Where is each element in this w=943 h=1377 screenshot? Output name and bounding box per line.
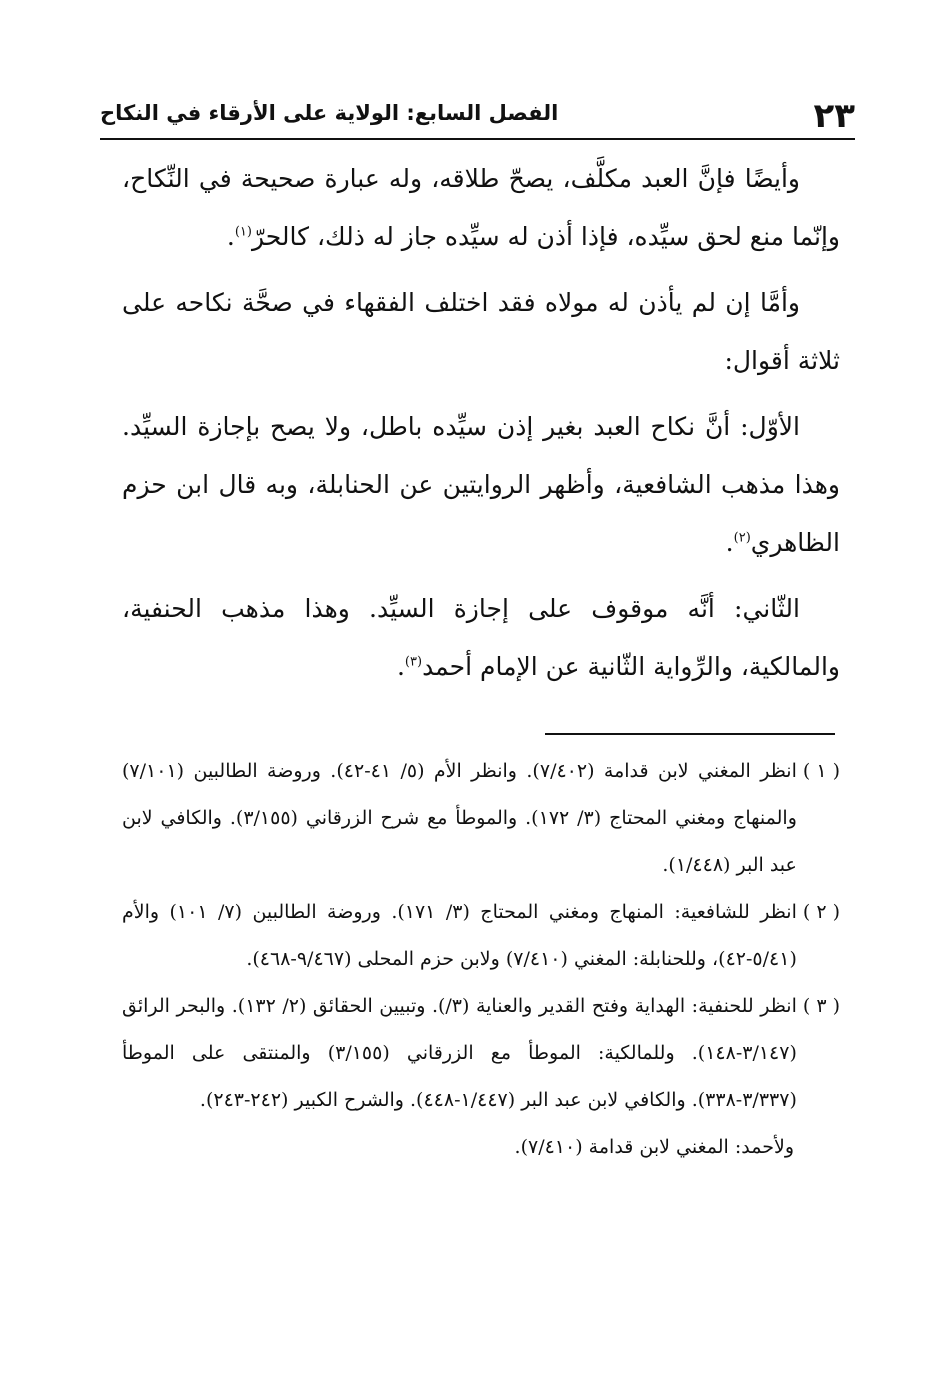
footnotes (122, 748, 840, 1171)
paragraph-end: . (725, 528, 734, 557)
paragraph (122, 150, 840, 266)
footnote-number: ( ٢ ) (802, 901, 840, 923)
paragraph (122, 398, 840, 572)
paragraph-text: الثّاني: أنَّه موقوف على إجازة السيِّد. وهذا مذهب الحنفية، والمالكية، والرِّواية الثّانية عن الإمام أحمد (122, 594, 840, 681)
paragraph-end: . (396, 652, 405, 681)
page-number: ٢٣ (813, 96, 855, 136)
footnote-text: انظر للشافعية: المنهاج ومغني المحتاج (٣/ ١٧١). وروضة الطالبين (٧/ ١٠١) والأم (٥/٤١-٤٢)، وللحنابلة: المغني (٧/٤١٠) ولابن حزم المحلى (٩/٤٦٧-٤٦٨). (122, 901, 797, 970)
paragraph (122, 580, 840, 696)
footnote-separator (545, 733, 835, 735)
paragraph-text: وأمَّا إن لم يأذن له مولاه فقد اختلف الفقهاء في صحَّة نكاحه على ثلاثة أقوال: (122, 288, 840, 375)
running-header (100, 92, 855, 140)
paragraph (122, 274, 840, 390)
footnote-ref: (١) (234, 224, 252, 240)
footnote-2 (122, 889, 840, 983)
footnote-1 (122, 748, 840, 889)
footnote-text: انظر للحنفية: الهداية وفتح القدير والعناية (٣/). وتبيين الحقائق (٢/ ١٣٢). والبحر الرائق (٣/١٤٧-١٤٨). وللمالكية: الموطأ مع الزرقاني (٣/١٥٥) والمنتقى على الموطأ (٣/٣٣٧-٣٣٨). والكافي لابن عبد البر (١/٤٤٧-٤٤٨). والشرح الكبير (٢٤٢-٢٤٣). (122, 995, 797, 1111)
footnote-text: انظر المغني لابن قدامة (٧/٤٠٢). وانظر الأم (٥/ ٤١-٤٢). وروضة الطالبين (٧/١٠١) والمنهاج ومغني المحتاج (٣/ ١٧٢). والموطأ مع شرح الزرقاني (٣/١٥٥). والكافي لابن عبد البر (١/٤٤٨). (122, 760, 797, 876)
chapter-title: الفصل السابع: الولاية على الأرقاء في النكاح (100, 101, 559, 125)
main-text (122, 150, 840, 704)
paragraph-text: الأوّل: أنَّ نكاح العبد بغير إذن سيِّده باطل، ولا يصح بإجازة السيِّد. وهذا مذهب الشافعية، وأظهر الروايتين عن الحنابلة، وبه قال ابن حزم الظاهري (122, 412, 840, 557)
footnote-3 (122, 983, 840, 1124)
footnote-number: ( ١ ) (802, 760, 840, 782)
paragraph-end: . (226, 222, 235, 251)
footnote-ref: (٢) (733, 530, 751, 546)
footnote-ref: (٣) (404, 654, 423, 670)
footnote-number: ( ٣ ) (802, 995, 840, 1017)
paragraph-text: وأيضًا فإنَّ العبد مكلَّف، يصحّ طلاقه، وله عبارة صحيحة في النِّكاح، وإنّما منع لحق سيِّده، فإذا أذن له سيِّده جاز له ذلك، كالحرّ (122, 164, 840, 251)
footnote-3-continuation: ولأحمد: المغني لابن قدامة (٧/٤١٠). (514, 1136, 794, 1158)
